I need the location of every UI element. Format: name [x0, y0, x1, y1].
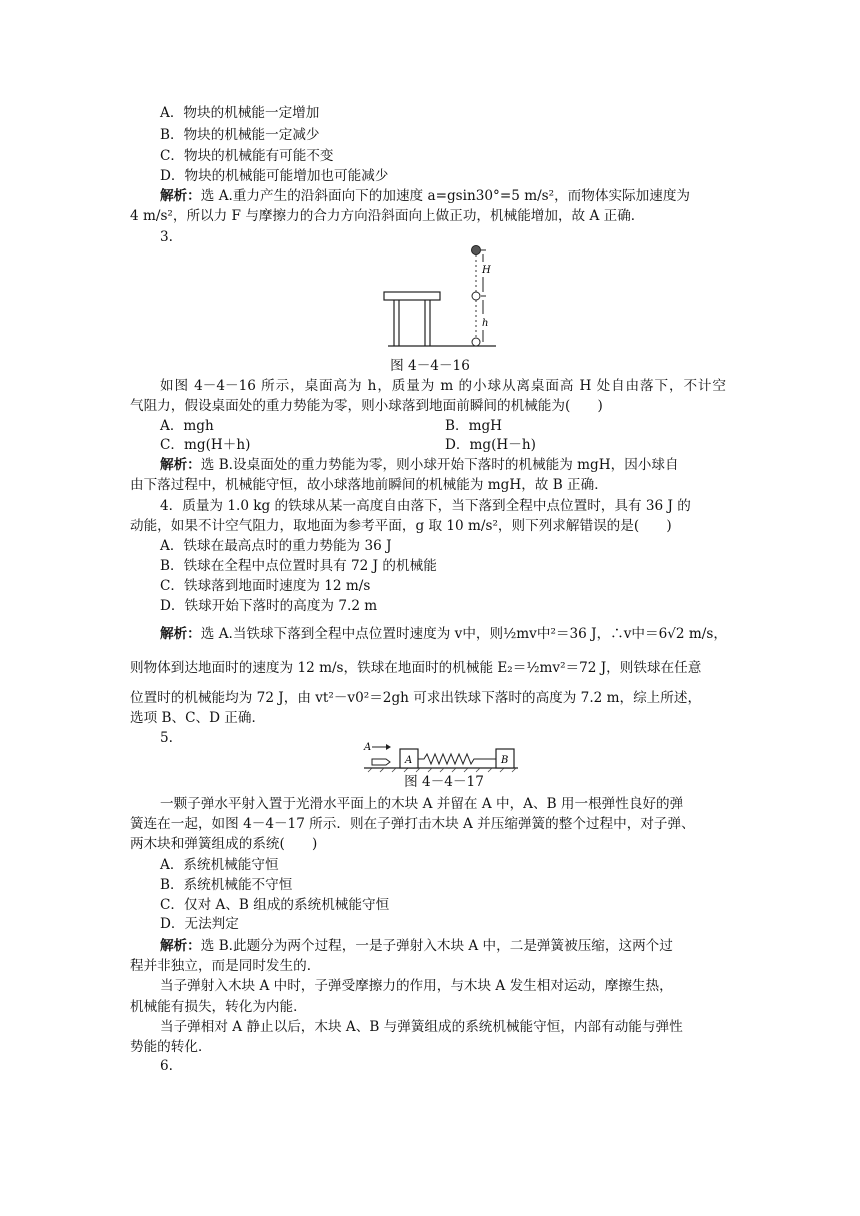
q4-option-b: B．铁球在全程中点位置时具有 72 J 的机械能: [160, 558, 437, 574]
q3-option-d: D．mg(H－h): [445, 437, 536, 453]
q5-analysis-line-4: 机械能有损失，转化为内能．: [130, 999, 307, 1015]
q5-analysis-line-2: 程并非独立，而是同时发生的．: [130, 958, 321, 974]
analysis-label: 解析：: [160, 457, 201, 473]
q2-option-b: B．物块的机械能一定减少: [160, 127, 320, 143]
q4-option-c: C．铁球落到地面时速度为 12 m/s: [160, 578, 371, 594]
analysis-text: 选 A.当铁球下落到全程中点位置时速度为 v中，则½mv中²＝36 J，∴v中＝6√2 m/s，: [200, 626, 727, 642]
q5-option-a: A．系统机械能守恒: [160, 857, 279, 873]
q2-analysis-line-1: [160, 186, 690, 206]
q5-stem-line-2: 簧连在一起，如图 4－4－17 所示．则在子弹打击木块 A 并压缩弹簧的整个过程中，对子弹、: [130, 816, 695, 832]
q5-analysis-line-6: 势能的转化．: [130, 1039, 212, 1055]
q3-option-c: C．mg(H＋h): [160, 437, 251, 453]
q2-option-c: C．物块的机械能有可能不变: [160, 148, 334, 164]
label-H: H: [482, 265, 491, 276]
q5-stem-line-3: 两木块和弹簧组成的系统( ): [130, 836, 318, 852]
label-h: h: [482, 318, 489, 329]
q3-analysis-line-2: 由下落过程中，机械能守恒，故小球落地前瞬间的机械能为 mgH，故 B 正确．: [130, 477, 608, 493]
q2-option-a: A．物块的机械能一定增加: [160, 105, 320, 121]
figure-4-4-16: [380, 242, 500, 352]
q6-number: 6.: [160, 1058, 173, 1074]
block-a-label: A: [405, 755, 413, 766]
q4-analysis-line-1: [160, 624, 727, 644]
q2-option-d: D．物块的机械能可能增加也可能减少: [160, 168, 389, 184]
q4-option-d: D．铁球开始下落时的高度为 7.2 m: [160, 598, 378, 614]
analysis-label: 解析：: [160, 938, 201, 954]
analysis-text: 选 B.此题分为两个过程，一是子弹射入木块 A 中，二是弹簧被压缩，这两个过: [200, 938, 673, 954]
analysis-text: 选 A.重力产生的沿斜面向下的加速度 a=gsin30°=5 m/s²，而物体实际加速度为: [200, 188, 691, 204]
q5-option-c: C．仅对 A、B 组成的系统机械能守恒: [160, 897, 390, 913]
q4-analysis-line-3: 位置时的机械能均为 72 J，由 vt²－v0²＝2gh 可求出铁球下落时的高度为 7.2 m，综上所述，: [130, 690, 702, 706]
q4-analysis-line-4: 选项 B、C、D 正确．: [130, 710, 266, 726]
q2-analysis-line-2: 4 m/s²，所以力 F 与摩擦力的合力方向沿斜面向上做正功，机械能增加，故 A 正确．: [130, 208, 645, 224]
q5-analysis-line-5: 当子弹相对 A 静止以后，木块 A、B 与弹簧组成的系统机械能守恒，内部有动能与弹性: [160, 1019, 683, 1035]
analysis-label: 解析：: [160, 626, 201, 642]
q5-option-d: D．无法判定: [160, 916, 239, 932]
q3-stem-line-2: 气阻力，假设桌面处的重力势能为零，则小球落到地面前瞬间的机械能为( ): [130, 398, 603, 414]
q5-stem-line-1: 一颗子弹水平射入置于光滑水平面上的木块 A 并留在 A 中，A、B 用一根弹性良好的弹: [160, 796, 684, 812]
analysis-label: 解析：: [160, 188, 201, 204]
block-b-label: B: [501, 755, 509, 766]
q4-stem-line-1: 4．质量为 1.0 kg 的铁球从某一高度自由落下，当下落到全程中点位置时，具有 36 J 的: [160, 498, 691, 514]
bullet-label: A: [364, 742, 372, 753]
q5-option-b: B．系统机械能不守恒: [160, 877, 293, 893]
q5-analysis-line-3: 当子弹射入木块 A 中时，子弹受摩擦力的作用，与木块 A 发生相对运动，摩擦生热，: [160, 978, 673, 994]
q4-option-a: A．铁球在最高点时的重力势能为 36 J: [160, 538, 392, 554]
figure-4-4-17: [362, 741, 522, 773]
figure-caption: 图 4－4－16: [390, 358, 470, 374]
q5-analysis-line-1: [160, 936, 673, 956]
q3-option-b: B．mgH: [445, 418, 503, 434]
q3-number: 3.: [160, 229, 173, 245]
analysis-text: 选 B.设桌面处的重力势能为零，则小球开始下落时的机械能为 mgH，因小球自: [200, 457, 679, 473]
q3-analysis-line-1: [160, 455, 679, 475]
q3-option-a: A．mgh: [160, 418, 214, 434]
figure-caption: 图 4－4－17: [404, 774, 484, 790]
q5-number: 5.: [160, 730, 173, 746]
q3-stem-line-1: 如图 4－4－16 所示，桌面高为 h，质量为 m 的小球从离桌面高 H 处自由落下，不计空: [160, 378, 726, 394]
q4-stem-line-2: 动能，如果不计空气阻力，取地面为参考平面，g 取 10 m/s²，则下列求解错误的是( ): [130, 518, 672, 534]
q4-analysis-line-2: 则物体到达地面时的速度为 12 m/s，铁球在地面时的机械能 E₂＝½mv²＝72 J，则铁球在任意: [130, 660, 702, 676]
